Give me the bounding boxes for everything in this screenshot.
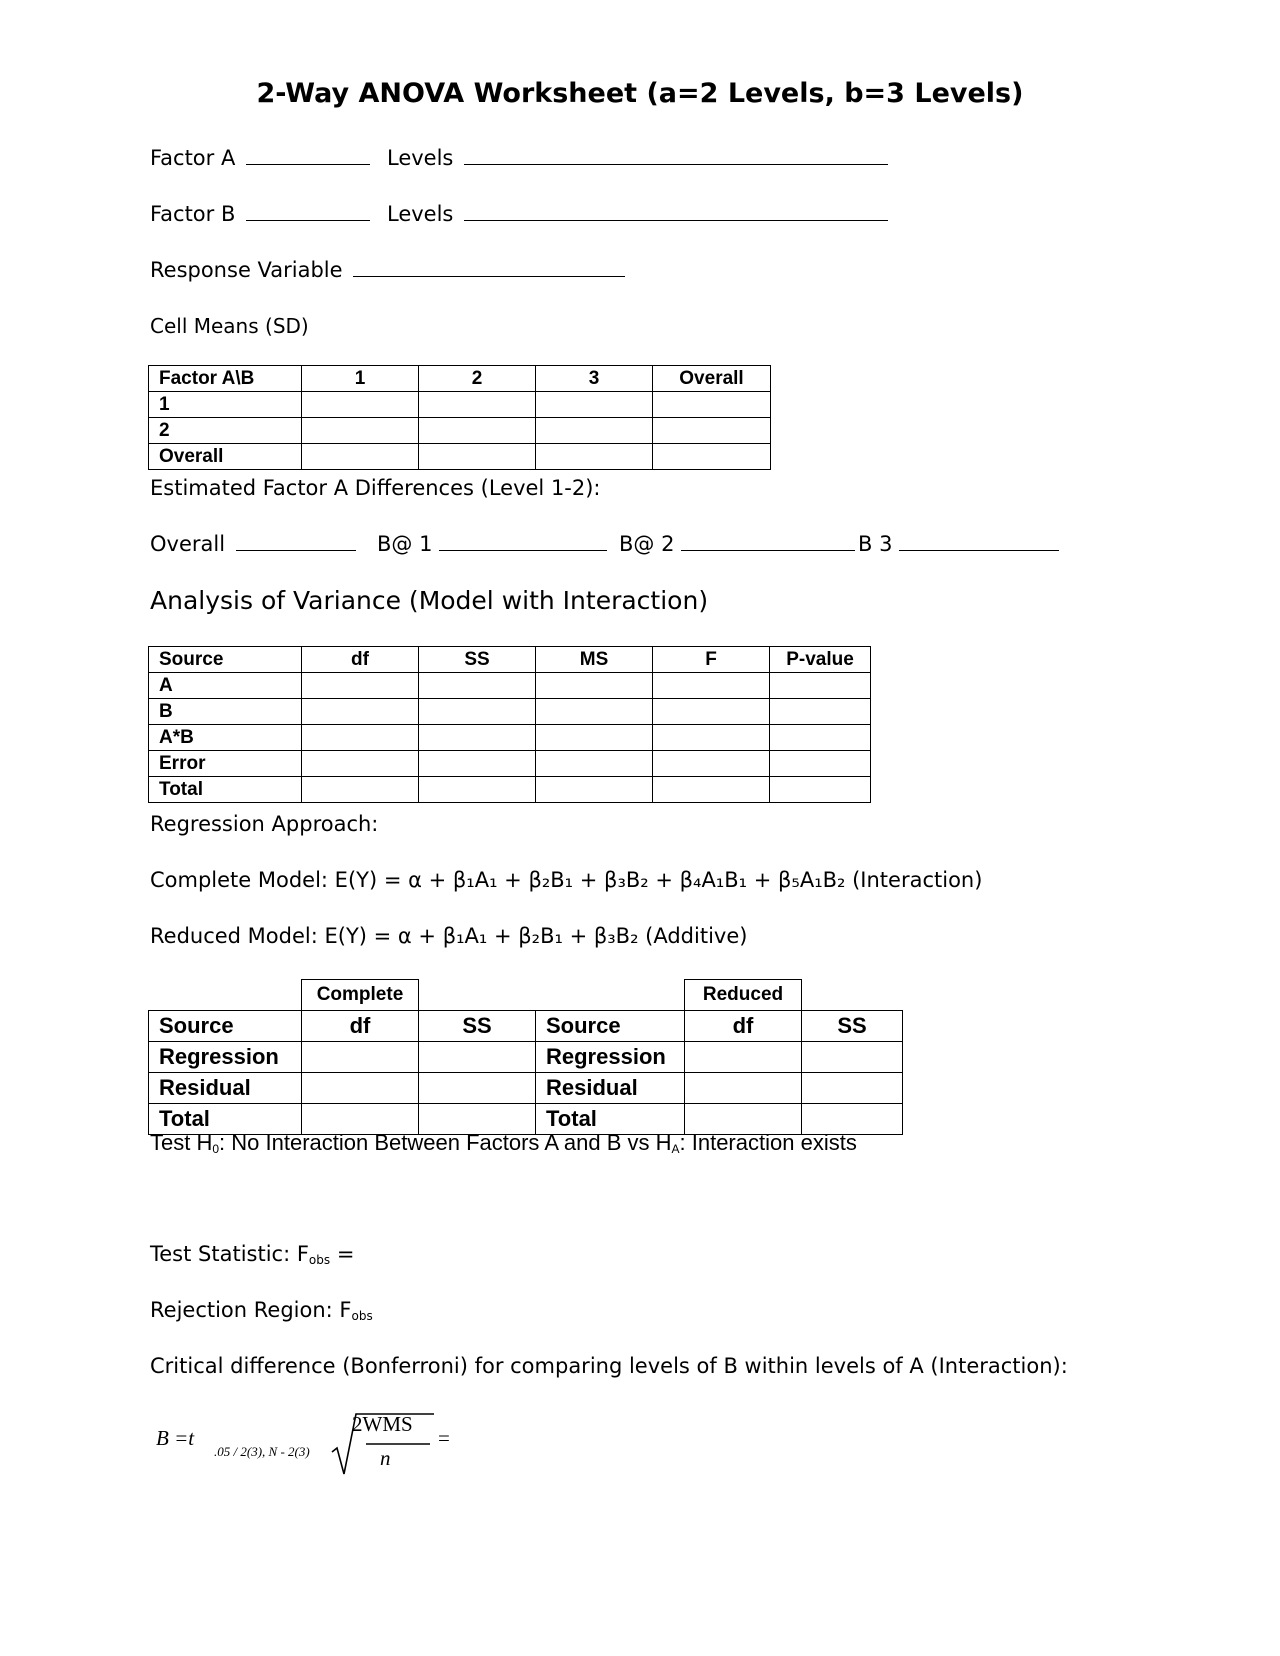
diff-b3-label: B 3 — [858, 532, 893, 556]
table-cell[interactable] — [653, 673, 770, 699]
table-cell[interactable] — [770, 777, 871, 803]
table-cell[interactable] — [302, 444, 419, 470]
table-cell[interactable] — [653, 444, 771, 470]
table-cell[interactable] — [536, 444, 653, 470]
table-cell[interactable] — [419, 1072, 536, 1103]
diff-b1 — [377, 532, 607, 556]
page-title: 2-Way ANOVA Worksheet (a=2 Levels, b=3 Levels) — [256, 78, 1024, 109]
table-cell[interactable] — [770, 699, 871, 725]
table-cell[interactable] — [536, 751, 653, 777]
table-cell[interactable] — [302, 418, 419, 444]
table-row — [149, 418, 771, 444]
regression-caption: Regression Approach: — [150, 812, 379, 836]
complete-model-equation: Complete Model: E(Y) = α + β₁A₁ + β₂B₁ + β₃B₂ + β₄A₁B₁ + β₅A₁B₂ (Interaction) — [150, 868, 983, 892]
test-statistic-label: Test Statistic: F — [150, 1242, 309, 1266]
factor-a-levels-label: Levels — [387, 146, 454, 170]
test-statistic-equals: = — [330, 1242, 355, 1266]
factor-a-levels-row — [387, 146, 888, 170]
cell-means-header: 3 — [536, 366, 653, 392]
ha-subscript: A — [671, 1142, 680, 1156]
table-cell[interactable] — [685, 1041, 802, 1072]
table-cell[interactable] — [419, 777, 536, 803]
diff-b2 — [619, 532, 855, 556]
table-cell[interactable] — [802, 1041, 903, 1072]
table-row — [149, 751, 871, 777]
hypothesis-prefix: Test H — [150, 1130, 213, 1155]
anova-header: SS — [419, 647, 536, 673]
table-cell[interactable] — [419, 444, 536, 470]
table-row — [149, 1041, 903, 1072]
rejection-region-line — [150, 1298, 373, 1323]
cell-means-header: 1 — [302, 366, 419, 392]
table-cell[interactable] — [302, 751, 419, 777]
bonferroni-numerator: 2WMS — [352, 1412, 413, 1436]
regression-header: Source — [536, 1010, 685, 1041]
factor-b-levels-blank[interactable] — [464, 202, 888, 221]
row-label: A*B — [149, 725, 302, 751]
anova-header: Source — [149, 647, 302, 673]
table-cell[interactable] — [770, 673, 871, 699]
table-cell[interactable] — [419, 418, 536, 444]
table-row — [149, 673, 871, 699]
regression-header: Source — [149, 1010, 302, 1041]
row-label: Error — [149, 751, 302, 777]
h0-subscript: 0 — [212, 1142, 220, 1156]
bonferroni-subscript: .05 / 2(3), N - 2(3) — [214, 1444, 310, 1459]
anova-header: df — [302, 647, 419, 673]
factor-b-label: Factor B — [150, 202, 236, 226]
cell-means-header: Overall — [653, 366, 771, 392]
cell-means-header: 2 — [419, 366, 536, 392]
row-label: Residual — [536, 1072, 685, 1103]
table-cell[interactable] — [302, 392, 419, 418]
table-cell[interactable] — [536, 392, 653, 418]
factor-b-row — [150, 202, 370, 226]
diff-overall-blank[interactable] — [236, 532, 356, 551]
factor-a-levels-blank[interactable] — [464, 146, 888, 165]
table-cell[interactable] — [653, 699, 770, 725]
regression-header: SS — [802, 1010, 903, 1041]
table-cell[interactable] — [419, 699, 536, 725]
table-cell[interactable] — [536, 673, 653, 699]
anova-heading: Analysis of Variance (Model with Interaction) — [150, 586, 709, 615]
row-label: Residual — [149, 1072, 302, 1103]
table-row — [149, 392, 771, 418]
reduced-model-label: Reduced — [685, 980, 802, 1011]
row-label: Total — [536, 1103, 685, 1134]
table-cell[interactable] — [653, 725, 770, 751]
diff-b3-blank[interactable] — [899, 532, 1059, 551]
regression-table — [148, 979, 903, 1135]
complete-model-label: Complete — [302, 980, 419, 1011]
table-cell[interactable] — [802, 1072, 903, 1103]
table-cell[interactable] — [419, 392, 536, 418]
differences-caption: Estimated Factor A Differences (Level 1-2): — [150, 476, 601, 500]
response-blank[interactable] — [353, 258, 625, 277]
anova-table — [148, 646, 871, 803]
table-cell[interactable] — [302, 725, 419, 751]
diff-overall-label: Overall — [150, 532, 226, 556]
row-label: Regression — [149, 1041, 302, 1072]
regression-header: df — [685, 1010, 802, 1041]
table-row — [149, 1072, 903, 1103]
regression-header: df — [302, 1010, 419, 1041]
hypothesis-mid: : No Interaction Between Factors A and B vs H — [219, 1130, 672, 1155]
model-label-row — [149, 980, 903, 1011]
table-cell[interactable] — [770, 725, 871, 751]
row-label: Total — [149, 1103, 302, 1134]
diff-b2-label: B@ 2 — [619, 532, 675, 556]
bonferroni-denominator: n — [380, 1446, 391, 1470]
table-row — [149, 444, 771, 470]
table-cell[interactable] — [302, 777, 419, 803]
row-label: Total — [149, 777, 302, 803]
factor-a-row — [150, 146, 370, 170]
cell-means-caption: Cell Means (SD) — [150, 314, 309, 338]
hypothesis-suffix: : Interaction exists — [679, 1130, 857, 1155]
diff-b2-blank[interactable] — [681, 532, 855, 551]
diff-overall — [150, 532, 356, 556]
diff-b1-blank[interactable] — [439, 532, 607, 551]
bonferroni-equals: = — [438, 1426, 450, 1450]
table-cell[interactable] — [302, 1072, 419, 1103]
table-cell[interactable] — [302, 673, 419, 699]
factor-a-blank[interactable] — [246, 146, 370, 165]
table-cell[interactable] — [653, 392, 771, 418]
table-row — [149, 725, 871, 751]
table-cell[interactable] — [653, 777, 770, 803]
table-cell[interactable] — [419, 1041, 536, 1072]
table-row — [149, 699, 871, 725]
table-cell[interactable] — [419, 725, 536, 751]
row-label: Overall — [149, 444, 302, 470]
table-cell[interactable] — [419, 673, 536, 699]
row-label: A — [149, 673, 302, 699]
response-row — [150, 258, 625, 282]
bonferroni-lhs: B =t — [156, 1426, 195, 1450]
diff-b3 — [858, 532, 1059, 556]
diff-b1-label: B@ 1 — [377, 532, 433, 556]
table-cell[interactable] — [536, 777, 653, 803]
test-statistic-line — [150, 1242, 354, 1267]
regression-header: SS — [419, 1010, 536, 1041]
bonferroni-caption: Critical difference (Bonferroni) for comparing levels of B within levels of A (Interaction): — [150, 1354, 1068, 1378]
table-row — [149, 777, 871, 803]
table-cell[interactable] — [536, 725, 653, 751]
factor-a-label: Factor A — [150, 146, 236, 170]
response-label: Response Variable — [150, 258, 343, 282]
anova-header: F — [653, 647, 770, 673]
anova-header-row — [149, 647, 871, 673]
rejection-region-subscript: obs — [351, 1309, 373, 1323]
reduced-model-equation: Reduced Model: E(Y) = α + β₁A₁ + β₂B₁ + β₃B₂ (Additive) — [150, 924, 748, 948]
table-cell[interactable] — [302, 1041, 419, 1072]
test-statistic-subscript: obs — [308, 1253, 331, 1267]
factor-b-levels-label: Levels — [387, 202, 454, 226]
row-label: B — [149, 699, 302, 725]
regression-header-row — [149, 1010, 903, 1041]
rejection-region-label: Rejection Region: F — [150, 1298, 352, 1322]
table-cell[interactable] — [302, 699, 419, 725]
anova-header: MS — [536, 647, 653, 673]
factor-b-blank[interactable] — [246, 202, 370, 221]
row-label: 1 — [149, 392, 302, 418]
table-cell[interactable] — [653, 418, 771, 444]
row-label: 2 — [149, 418, 302, 444]
table-cell[interactable] — [536, 699, 653, 725]
cell-means-table — [148, 365, 771, 470]
anova-header: P-value — [770, 647, 871, 673]
table-cell[interactable] — [536, 418, 653, 444]
cell-means-header-row — [149, 366, 771, 392]
factor-b-levels-row — [387, 202, 888, 226]
table-cell[interactable] — [653, 751, 770, 777]
cell-means-header: Factor A\B — [149, 366, 302, 392]
hypothesis-line — [150, 1130, 857, 1156]
table-cell[interactable] — [685, 1072, 802, 1103]
table-cell[interactable] — [770, 751, 871, 777]
table-cell[interactable] — [419, 751, 536, 777]
row-label: Regression — [536, 1041, 685, 1072]
